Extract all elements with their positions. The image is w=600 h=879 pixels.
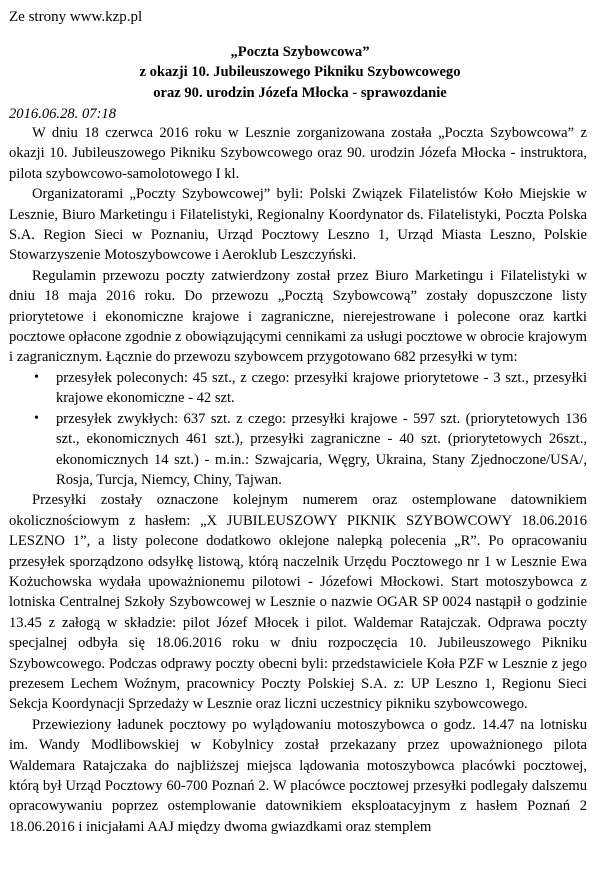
paragraph-3: Regulamin przewozu poczty zatwierdzony został przez Biuro Marketingu i Filatelistyki w dniu 18 maja 2016 roku. Do przewozu „Pocztą Szybowcową” zostały dopuszczone listy priorytetowe i ekonomiczne krajowe i zagraniczne, nierejestrowane i polecone oraz kartki pocztowe opłacone zgodnie z obowiązującymi cennikami za usługi pocztowe w obrocie krajowym i zagranicznym. Łącznie do przewozu szybowcem przygotowano 682 przesyłki w tym:	[9, 267, 587, 366]
paragraph-2: Organizatorami „Poczty Szybowcowej” byli: Polski Związek Filatelistów Koło Miejskie w Lesznie, Biuro Marketingu i Filatelistyki, Regionalny Koordynator ds. Filatelistyki, Poczta Polska S.A. Region Sieci w Poznaniu, Urząd Pocztowy Leszno 1, Urząd Miasta Leszno, Polskie Stowarzyszenie Motoszybowcowe i Aeroklub Leszczyński.	[9, 186, 587, 264]
source-line: Ze strony www.kzp.pl	[9, 9, 143, 25]
title-line-1: „Poczta Szybowcowa”	[230, 44, 370, 60]
list-item	[34, 409, 587, 491]
list-item-text: przesyłek poleconych: 45 szt., z czego: przesyłki krajowe priorytetowe - 3 szt., przesyłki krajowe ekonomiczne - 42 szt.	[56, 369, 587, 407]
article-title	[0, 42, 600, 103]
list-item	[34, 368, 587, 409]
paragraph-4: Przesyłki zostały oznaczone kolejnym numerem oraz ostemplowane datownikiem okolicznościowym z hasłem: „X JUBILEUSZOWY PIKNIK SZYBOWCOWY 18.06.2016 LESZNO 1”, a listy polecone dodatkowo oklejone nalepką polecenia „R”. Po opracowaniu przesyłek sporządzono odsyłkę listową, którą naczelnik Urzędu Pocztowego nr 1 w Lesznie Ewa Kożuchowska wydała upoważnionemu pilotowi - Józefowi Młockowi. Start motoszybowca z lotniska Centralnej Szkoły Szybowcowej w Lesznie o nazwie OGAR SP 0024 nastąpił o godzinie 13.45 z załogą w składzie: pilot Józef Młocek i pilot. Waldemar Ratajczak. Odprawa poczty specjalnej odbyła się 18.06.2016 roku w dniu rozpoczęcia 10. Jubileuszowego Pikniku Szybowcowego. Podczas odprawy poczty obecni byli: przedstawiciele Koła PZF w Lesznie z jego prezesem Lechem Woźnym, pracownicy Poczty Polskiej S.A. z: UP Leszno 1, Regionu Sieci Sekcja Koordynacji Sprzedaży w Lesznie oraz liczni uczestnicy pikniku szybowcowego.	[9, 492, 587, 713]
bullet-icon: •	[34, 410, 39, 426]
list-item-text: przesyłek zwykłych: 637 szt. z czego: przesyłki krajowe - 597 szt. (priorytetowych 136 szt., ekonomicznych 461 szt.), przesyłki zagraniczne - 40 szt. (priorytetowych 26szt., ekonomicznych 14 szt.) - m.in.: Szwajcaria, Węgry, Ukraina, Stany Zjednoczone/USA/, Rosja, Turcja, Niemcy, Chiny, Tajwan.	[56, 410, 587, 488]
paragraph-5: Przewieziony ładunek pocztowy po wylądowaniu motoszybowca o godz. 14.47 na lotnisku im. Wandy Modlibowskiej w Kobylnicy został przekazany przez upoważnionego pilota Waldemara Ratajczaka do najbliższej miejsca lądowania motoszybowca placówki pocztowej, którą był Urząd Pocztowy 60-700 Poznań 2. W placówce pocztowej przesyłki podlegały dalszemu opracowywaniu poprzez ostemplowanie datownikiem eksploatacyjnym z hasłem Poznań 2 18.06.2016 i inicjałami AAJ między dwoma gwiazdkami oraz stemplem	[9, 716, 587, 835]
bullet-icon: •	[34, 369, 39, 385]
publication-date: 2016.06.28. 07:18	[9, 106, 117, 122]
title-line-3: oraz 90. urodzin Józefa Młocka - sprawozdanie	[153, 84, 447, 101]
paragraph-1: W dniu 18 czerwca 2016 roku w Lesznie zorganizowana została „Poczta Szybowcowa” z okazji 10. Jubileuszowego Pikniku Szybowcowego oraz 90. urodzin Józefa Młocka - instruktora, pilota szybowcowo-samolotowego I kl.	[9, 125, 587, 182]
shipment-list	[9, 368, 587, 490]
title-line-2: z okazji 10. Jubileuszowego Pikniku Szybowcowego	[139, 64, 461, 81]
article-body	[9, 123, 587, 837]
